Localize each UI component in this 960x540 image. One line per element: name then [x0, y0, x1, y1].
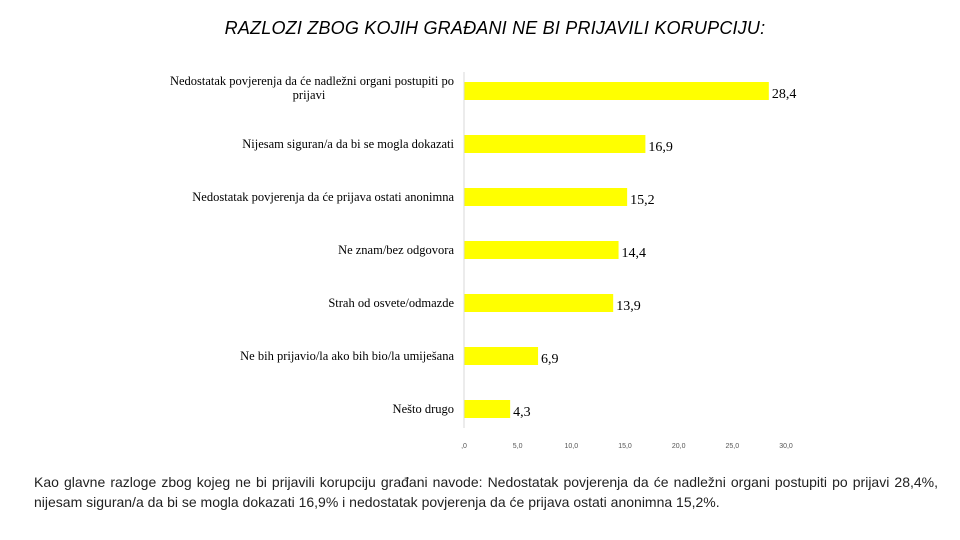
bar-3 [464, 188, 627, 206]
x-tick-label-5: 20,0 [671, 443, 686, 450]
category-label-5: Strah od osvete/odmazde [328, 296, 454, 310]
chart-title: RAZLOZI ZBOG KOJIH GRAĐANI NE BI PRIJAVILI KORUPCIJU: [224, 18, 766, 38]
category-label-4: Ne znam/bez odgovora [338, 243, 454, 257]
value-label-6: 6,9 [541, 352, 559, 367]
x-tick-label-3: 10,0 [564, 443, 579, 450]
value-label-4: 14,4 [621, 246, 647, 261]
bar-7 [464, 400, 510, 418]
bar-1 [464, 82, 769, 100]
category-label-3: Nedostatak povjerenja da će prijava ostati anonimna [192, 190, 454, 204]
bar-6 [464, 347, 538, 365]
value-label-3: 15,2 [630, 193, 655, 208]
value-label-2: 16,9 [648, 140, 673, 155]
value-label-1: 28,4 [771, 87, 797, 102]
x-tick-label-7: 30,0 [779, 443, 793, 450]
bar-2 [464, 135, 645, 153]
chart-caption: Kao glavne razloge zbog kojeg ne bi prijavili korupciju građani navode: Nedostatak povjerenja da će nadležni organi postupiti po prijavi 28,4%, nijesam siguran/a da bi se mogla dokazati 16,9% i nedostatak povjerenja da će prijava ostati anonimna 15,2%. [34, 474, 938, 510]
value-label-5: 13,9 [616, 299, 641, 314]
x-tick-label-2: 5,0 [512, 443, 523, 450]
value-label-7: 4,3 [513, 405, 531, 420]
bar-4 [464, 241, 619, 259]
category-label-7: Nešto drugo [392, 402, 454, 416]
category-label-6: Ne bih prijavio/la ako bih bio/la umiješana [240, 349, 454, 363]
x-tick-label-6: 25,0 [725, 443, 740, 450]
category-label-2: Nijesam siguran/a da bi se mogla dokazati [242, 137, 454, 151]
x-tick-label-1: ,0 [461, 443, 467, 450]
bar-5 [464, 294, 613, 312]
x-tick-label-4: 15,0 [618, 443, 632, 450]
category-label-1: Nedostatak povjerenja da će nadležni organi postupiti po prijavi [169, 74, 454, 102]
